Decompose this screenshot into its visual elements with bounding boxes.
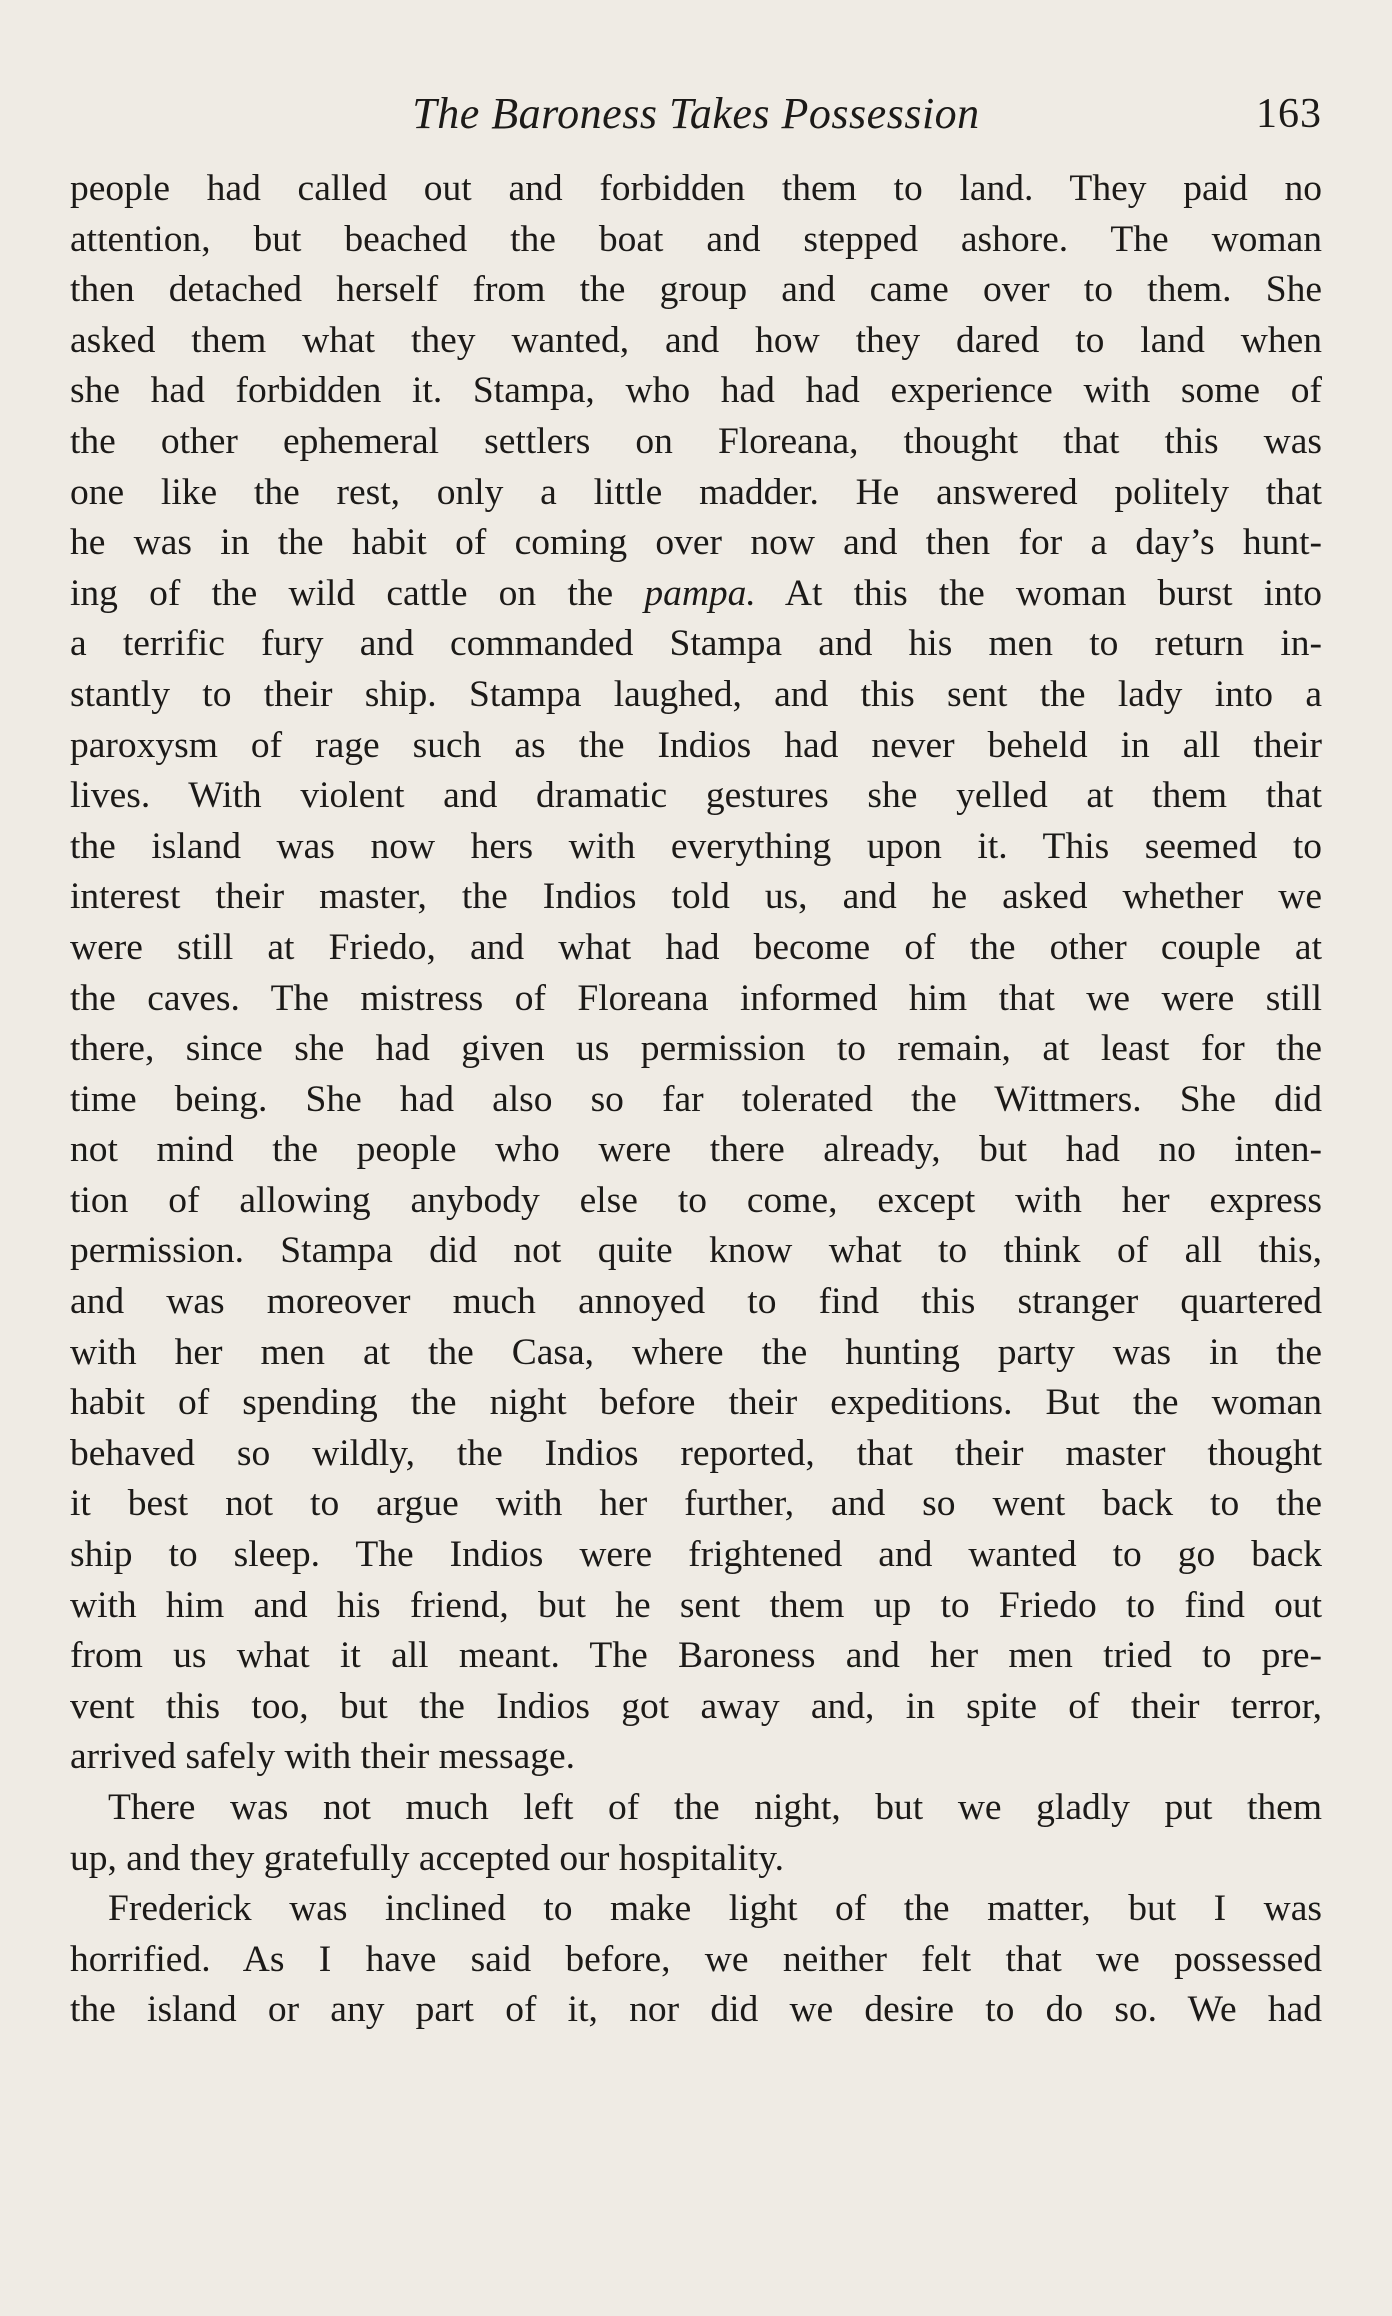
- text-line: it best not to argue with her further, and so went back to the: [70, 1483, 1322, 1525]
- text-line: interest their master, the Indios told us, and he asked whether we: [70, 876, 1322, 918]
- text-line: asked them what they wanted, and how they dared to land when: [70, 319, 1322, 361]
- text-line: [70, 569, 1322, 620]
- text-line: with her men at the Casa, where the hunting party was in the: [70, 1331, 1322, 1373]
- text-line: he was in the habit of coming over now and then for a day’s hunt-: [70, 522, 1322, 564]
- text-line: permission. Stampa did not quite know what to think of all this,: [70, 1230, 1322, 1272]
- text-run: ing of the wild cattle on the: [70, 572, 645, 614]
- body-text: [70, 164, 1322, 2036]
- paragraph-3: [70, 1884, 1322, 2036]
- text-line: with him and his friend, but he sent them up to Friedo to find out: [70, 1584, 1322, 1626]
- paragraph-2: [70, 1783, 1322, 1884]
- page-number: 163: [1256, 91, 1322, 137]
- text-line: horrified. As I have said before, we neither felt that we possessed: [70, 1938, 1322, 1980]
- paragraph-1: [70, 164, 1322, 1783]
- text-line: then detached herself from the group and came over to them. She: [70, 269, 1322, 311]
- chapter-title: The Baroness Takes Possession: [412, 89, 980, 138]
- text-line: and was moreover much annoyed to find this stranger quartered: [70, 1281, 1322, 1323]
- text-line: time being. She had also so far tolerated the Wittmers. She did: [70, 1078, 1322, 1120]
- text-line: attention, but beached the boat and stepped ashore. The woman: [70, 218, 1322, 260]
- text-line: Frederick was inclined to make light of the matter, but I was: [108, 1888, 1322, 1930]
- text-line: one like the rest, only a little madder. He answered politely that: [70, 471, 1322, 513]
- text-line: ship to sleep. The Indios were frightened and wanted to go back: [70, 1534, 1322, 1576]
- text-line: habit of spending the night before their expeditions. But the woman: [70, 1382, 1322, 1424]
- text-line: paroxysm of rage such as the Indios had never beheld in all their: [70, 724, 1322, 766]
- text-line: the caves. The mistress of Floreana informed him that we were still: [70, 977, 1322, 1019]
- text-line: she had forbidden it. Stampa, who had had experience with some of: [70, 370, 1322, 412]
- text-line: the island or any part of it, nor did we desire to do so. We had: [70, 1989, 1322, 2031]
- text-line: stantly to their ship. Stampa laughed, and this sent the lady into a: [70, 673, 1322, 715]
- text-line: there, since she had given us permission to remain, at least for the: [70, 1028, 1322, 1070]
- text-line: the island was now hers with everything upon it. This seemed to: [70, 825, 1322, 867]
- text-line: vent this too, but the Indios got away and, in spite of their terror,: [70, 1685, 1322, 1727]
- text-line: lives. With violent and dramatic gestures she yelled at them that: [70, 775, 1322, 817]
- text-line: people had called out and forbidden them to land. They paid no: [70, 168, 1322, 209]
- text-line: a terrific fury and commanded Stampa and his men to return in-: [70, 623, 1322, 665]
- text-line: from us what it all meant. The Baroness and her men tried to pre-: [70, 1635, 1322, 1677]
- text-line: up, and they gratefully accepted our hospitality.: [70, 1837, 785, 1879]
- italic-word: pampa.: [644, 572, 756, 614]
- text-line: were still at Friedo, and what had become of the other couple at: [70, 926, 1322, 968]
- text-line: arrived safely with their message.: [70, 1736, 576, 1778]
- text-line: There was not much left of the night, but we gladly put them: [108, 1787, 1322, 1828]
- text-run: At this the woman burst into: [755, 572, 1322, 614]
- running-head: [70, 88, 1322, 148]
- text-line: tion of allowing anybody else to come, except with her express: [70, 1179, 1322, 1221]
- text-line: the other ephemeral settlers on Floreana, thought that this was: [70, 420, 1322, 462]
- text-line: behaved so wildly, the Indios reported, that their master thought: [70, 1432, 1322, 1474]
- text-line: not mind the people who were there already, but had no inten-: [70, 1129, 1322, 1171]
